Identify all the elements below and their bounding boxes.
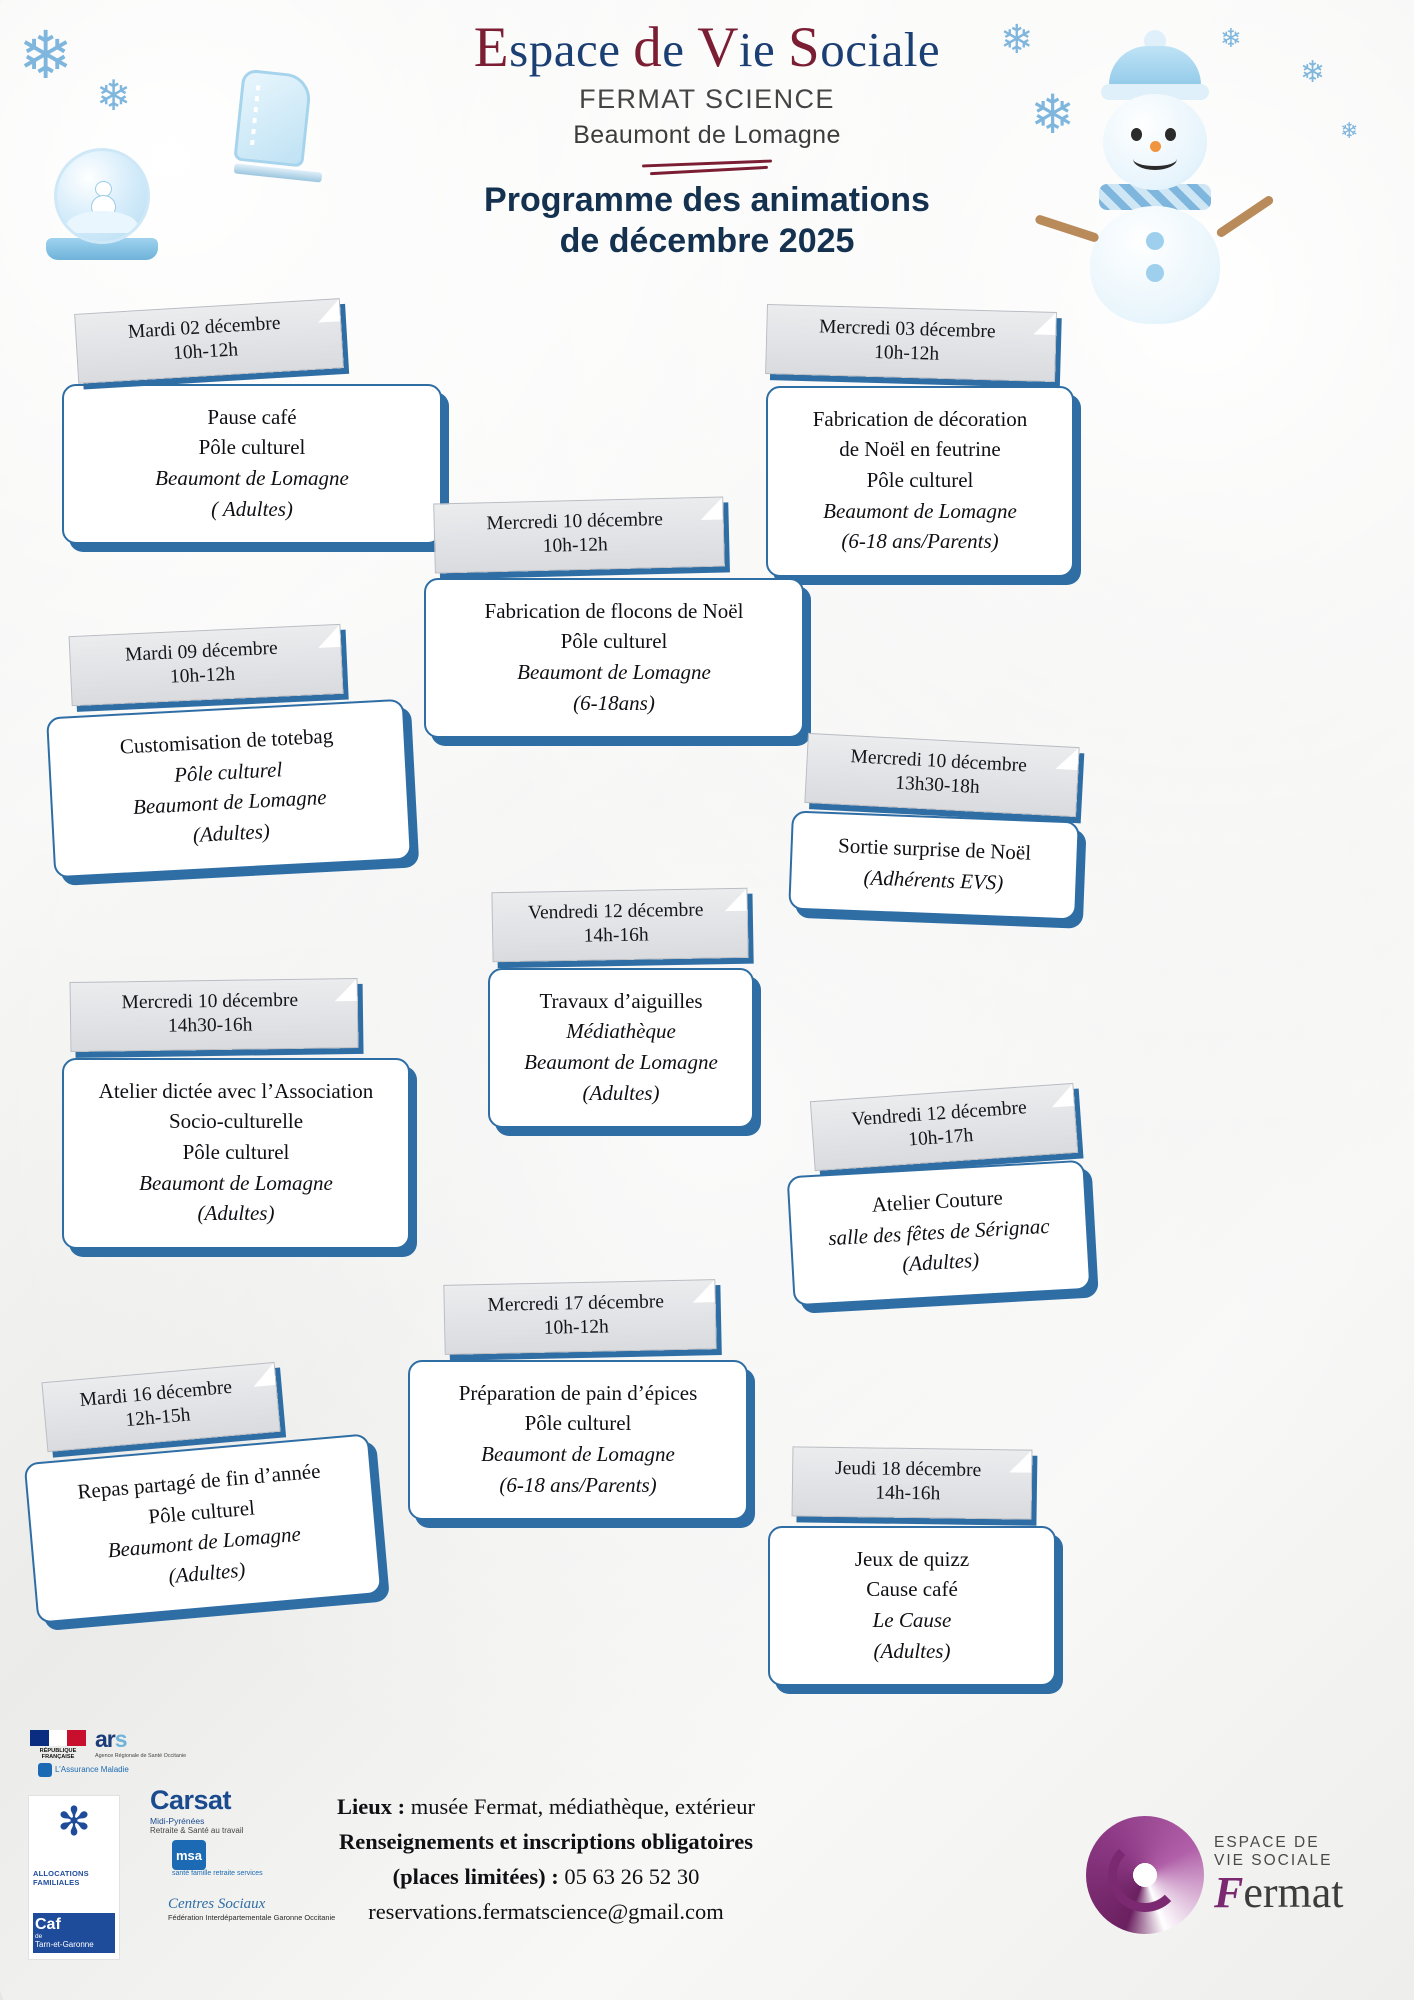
logo-caf: [28, 1795, 120, 1960]
logo-caf-name: Caf: [35, 1916, 61, 1933]
event-time: 10h-12h: [543, 1316, 609, 1339]
event-date: Mercredi 17 décembre: [487, 1291, 665, 1316]
event-details: [62, 384, 442, 545]
event-line: Jeux de quizz: [854, 1546, 970, 1571]
event-date-badge: [765, 304, 1057, 382]
logo-carsat-region: Midi-Pyrénées: [150, 1816, 205, 1826]
event-line: (6-18ans): [573, 690, 655, 715]
logo-msa-text: santé famille retraite services: [172, 1870, 263, 1877]
event-line: Fabrication de flocons de Noël: [484, 598, 744, 623]
event-card-mardi-09: [50, 630, 408, 868]
logo-msa: [172, 1840, 263, 1879]
event-date: Jeudi 18 décembre: [834, 1457, 982, 1481]
event-card-mercredi-10-dictee: [62, 980, 410, 1249]
footer-registration-line: Renseignements et inscriptions obligatoires: [339, 1828, 753, 1854]
event-time: 13h30-18h: [894, 772, 981, 798]
programme-heading: [0, 180, 1414, 260]
town-name: Beaumont de Lomagne: [573, 121, 841, 150]
logo-federation-centres-sociaux: [168, 1896, 335, 1922]
organisation-name: FERMAT SCIENCE: [579, 84, 835, 115]
event-line: Beaumont de Lomagne: [517, 659, 711, 684]
event-details: [24, 1433, 383, 1623]
event-date: Vendredi 12 décembre: [527, 899, 704, 924]
footer-places-line: [236, 1790, 856, 1825]
evs-line-2: VIE SOCIALE: [1214, 1851, 1333, 1869]
event-date-badge: [70, 978, 359, 1052]
logo-ars: [95, 1726, 186, 1759]
footer-phone-value: 05 63 26 52 30: [558, 1863, 700, 1889]
event-line: Atelier dictée avec l’Association: [98, 1078, 374, 1103]
event-line: Beaumont de Lomagne: [132, 784, 328, 819]
snowflake-icon: ❄: [18, 20, 74, 93]
event-card-mercredi-10-sortie: [790, 740, 1080, 915]
snowflake-icon: ❄: [1220, 24, 1242, 53]
event-line: Atelier Couture: [871, 1184, 1004, 1217]
event-line: Beaumont de Lomagne: [139, 1170, 333, 1195]
event-details: [46, 698, 412, 877]
event-line: de Noël en feutrine: [839, 437, 1001, 462]
event-line: Pôle culturel: [560, 629, 668, 654]
logo-carsat-tagline: Retraite & Santé au travail: [150, 1826, 244, 1835]
event-line: Cause café: [866, 1577, 958, 1602]
event-line: Beaumont de Lomagne: [155, 465, 349, 490]
logo-fede-mark: Centres Sociaux: [168, 1896, 266, 1912]
logo-rf-text: RÉPUBLIQUE FRANÇAISE: [39, 1748, 77, 1761]
assurance-maladie-mark: [38, 1763, 52, 1777]
logo-assurance-text: L’Assurance Maladie: [55, 1765, 129, 1775]
footer-email[interactable]: reservations.fermatscience@gmail.com: [368, 1898, 724, 1924]
event-line: (Adultes): [197, 1201, 275, 1226]
event-card-vendredi-12-aiguilles: [488, 890, 754, 1128]
caf-flake-icon: ✻: [57, 1800, 91, 1844]
event-line: ( Adultes): [211, 496, 293, 521]
event-details: [788, 810, 1080, 920]
event-details: [787, 1159, 1092, 1305]
event-date-badge: [792, 1446, 1033, 1519]
logo-caf-de: de: [35, 1933, 43, 1940]
event-line: Fabrication de décoration: [812, 406, 1028, 431]
event-card-mercredi-03: [766, 308, 1074, 577]
event-line: Travaux d’aiguilles: [539, 988, 703, 1013]
event-date: Mercredi 10 décembre: [850, 746, 1028, 777]
poster-header: [0, 18, 1414, 261]
event-date-badge: [804, 733, 1079, 817]
event-line: Beaumont de Lomagne: [823, 498, 1017, 523]
event-time: 12h-15h: [124, 1404, 192, 1431]
event-line: (Adultes): [901, 1247, 980, 1276]
event-line: Customisation de totebag: [119, 723, 334, 759]
event-date-badge: [74, 298, 344, 383]
logo-caf-dept: Tarn-et-Garonne: [35, 1940, 94, 1949]
event-time: 10h-12h: [172, 339, 239, 364]
event-line: Le Cause: [872, 1607, 952, 1632]
event-time: 14h-16h: [875, 1482, 941, 1505]
event-line: (Adultes): [167, 1557, 247, 1588]
event-line: Beaumont de Lomagne: [106, 1521, 302, 1563]
event-date: Vendredi 12 décembre: [850, 1097, 1028, 1131]
programme-line-2: de décembre 2025: [559, 221, 855, 260]
event-line: (Adultes): [873, 1638, 951, 1663]
programme-line-1: Programme des animations: [484, 181, 930, 220]
event-details: [766, 386, 1074, 577]
logo-caf-block: [33, 1913, 115, 1953]
event-time: 10h-12h: [873, 341, 940, 365]
evs-fermat-wordmark: Fermat: [1214, 1867, 1344, 1917]
logo-espace-vie-sociale-fermat: [1086, 1800, 1386, 1950]
event-details: [62, 1058, 410, 1249]
event-date: Mercredi 10 décembre: [486, 508, 664, 535]
event-line: Socio-culturelle: [168, 1109, 304, 1134]
event-date-badge: [491, 888, 748, 962]
event-details: [768, 1526, 1056, 1687]
event-line: Repas partagé de fin d’année: [76, 1458, 322, 1504]
event-date: Mardi 09 décembre: [124, 637, 279, 666]
logo-carsat: [150, 1785, 243, 1835]
event-date: Mercredi 03 décembre: [818, 316, 996, 343]
event-line: Pôle culturel: [147, 1494, 256, 1528]
evs-line-1: ESPACE DE: [1214, 1833, 1320, 1851]
evs-spiral-icon: [1086, 1816, 1204, 1934]
footer-limited-label: (places limitées) :: [392, 1863, 559, 1889]
event-time: 10h-12h: [542, 534, 609, 557]
snowflake-icon: ❄: [96, 74, 132, 120]
footer-places-label: Lieux :: [336, 1794, 406, 1819]
divider-swoosh: [642, 160, 772, 174]
footer-places-value: musée Fermat, médiathèque, extérieur: [405, 1794, 755, 1819]
snowflake-icon: ❄: [1000, 17, 1034, 62]
event-line: Pôle culturel: [866, 467, 974, 492]
logo-assurance-maladie: [38, 1763, 129, 1777]
event-line: salle des fêtes de Sérignac: [827, 1213, 1051, 1250]
event-line: (6-18 ans/Parents): [499, 1472, 657, 1497]
logo-ars-name: ars: [95, 1726, 127, 1752]
logo-ars-subtext: Agence Régionale de Santé Occitanie: [95, 1753, 187, 1759]
event-line: Pôle culturel: [198, 435, 306, 460]
event-date-badge: [69, 624, 344, 706]
event-details: [424, 578, 804, 739]
evs-logo-text: [1214, 1834, 1344, 1916]
snowflake-icon: ❄: [1300, 56, 1326, 89]
event-line: Pôle culturel: [173, 756, 283, 787]
event-card-jeudi-18: [768, 1448, 1056, 1686]
event-line: Préparation de pain d’épices: [458, 1380, 698, 1405]
page-title: Espace de Vie Sociale: [473, 16, 941, 79]
event-line: Sortie surprise de Noël: [837, 832, 1032, 865]
event-date-badge: [810, 1083, 1078, 1171]
logo-caf-top: ALLOCATIONS FAMILIALES: [33, 1868, 89, 1887]
event-details: [488, 968, 754, 1129]
event-card-vendredi-12-couture: [790, 1092, 1072, 1298]
logo-fede-text: Fédération Interdépartementale Garonne Occitanie: [168, 1913, 336, 1922]
logo-republique-francaise: [30, 1730, 86, 1761]
event-line: (Adhérents EVS): [863, 864, 1004, 894]
event-time: 14h-16h: [583, 924, 649, 947]
event-line: Pôle culturel: [524, 1411, 632, 1436]
event-date-badge: [443, 1279, 716, 1354]
event-date: Mardi 02 décembre: [127, 312, 282, 343]
logo-carsat-name: Carsat: [150, 1785, 232, 1815]
event-card-mercredi-17: [408, 1282, 748, 1520]
event-details: [408, 1360, 748, 1521]
event-date-badge: [41, 1362, 280, 1452]
event-date-badge: [433, 496, 725, 573]
event-time: 14h30-16h: [167, 1014, 253, 1037]
event-line: (6-18 ans/Parents): [841, 529, 999, 554]
event-card-mardi-16: [30, 1372, 366, 1608]
footer-phone-line: [236, 1860, 856, 1895]
snowflake-icon: ❄: [1030, 85, 1076, 145]
event-line: Médiathèque: [566, 1019, 676, 1044]
event-time: 10h-12h: [169, 663, 236, 688]
flag-bands: [30, 1730, 86, 1746]
snowflake-icon: ❄: [1340, 118, 1359, 143]
event-line: Pôle culturel: [182, 1139, 290, 1164]
event-time: 10h-17h: [907, 1124, 974, 1151]
event-line: Pause café: [207, 404, 297, 429]
event-date: Mardi 16 décembre: [78, 1376, 233, 1412]
event-date: Mercredi 10 décembre: [121, 989, 299, 1014]
event-line: (Adultes): [192, 818, 271, 847]
logo-msa-mark: msa: [172, 1840, 206, 1870]
event-line: (Adultes): [582, 1080, 660, 1105]
event-card-mercredi-10-matin: [424, 500, 804, 738]
event-card-mardi-02: [62, 306, 442, 544]
event-line: Beaumont de Lomagne: [524, 1049, 718, 1074]
event-line: Beaumont de Lomagne: [481, 1441, 675, 1466]
